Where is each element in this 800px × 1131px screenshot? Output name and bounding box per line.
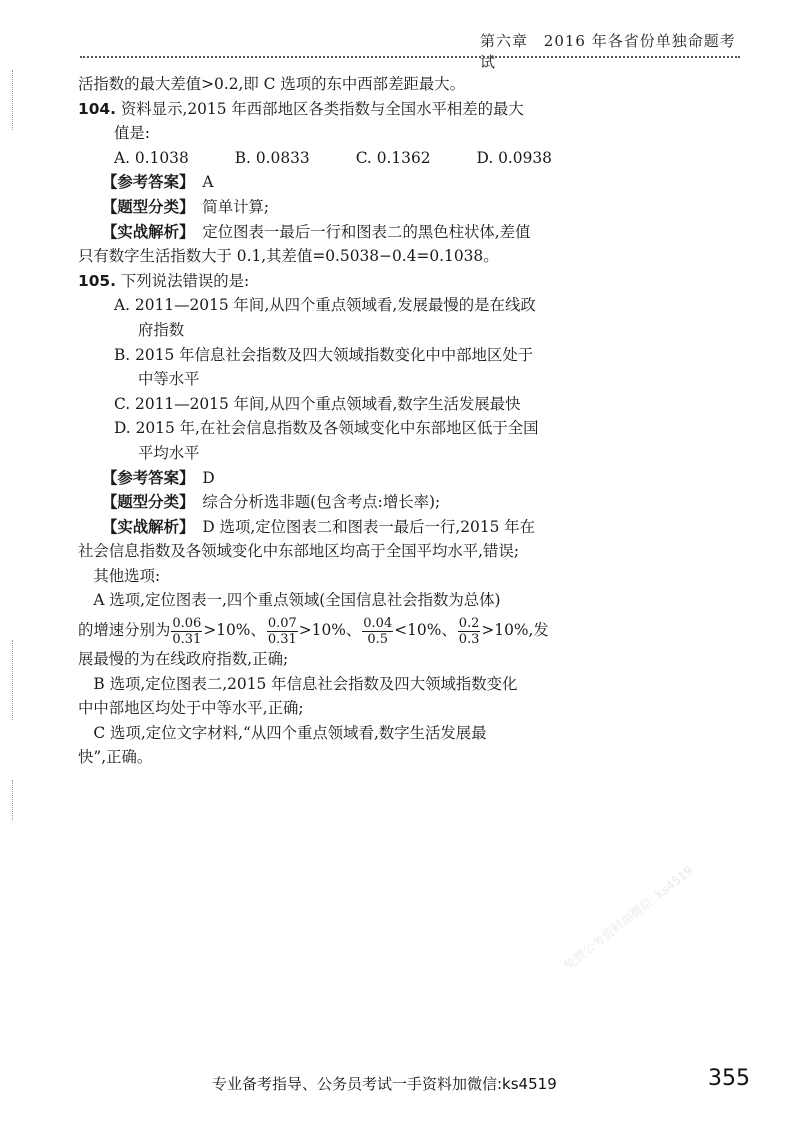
watermark: 免费公考资料加微信: ks4519 xyxy=(561,863,696,973)
option-line2: 中等水平 xyxy=(138,370,200,389)
q105-option-c xyxy=(78,392,570,417)
type-tag: 【题型分类】 xyxy=(102,197,195,216)
analysis-line1: 定位图表一最后一行和图表二的黑色柱状体,差值 xyxy=(202,222,531,241)
numerator: 0.2 xyxy=(458,615,480,631)
answer-tag: 【参考答案】 xyxy=(102,468,195,487)
numerator: 0.07 xyxy=(267,615,297,631)
margin-mark xyxy=(12,70,13,130)
header-rule xyxy=(80,56,740,58)
comparison: <10%、 xyxy=(394,621,457,640)
margin-mark xyxy=(12,640,13,720)
q105-analysis-line2: 社会信息指数及各领域变化中东部地区均高于全国平均水平,错误; xyxy=(78,542,520,561)
q105-option-a xyxy=(78,293,570,342)
option-b-conclusion: 中中部地区均处于中等水平,正确; xyxy=(78,699,304,718)
fraction xyxy=(362,616,393,647)
q104-choice-c: C. 0.1362 xyxy=(355,148,431,167)
option-c-conclusion: 快”,正确。 xyxy=(78,748,153,767)
option-a-conclusion: 展最慢的为在线政府指数,正确; xyxy=(78,650,289,669)
option-line1: 2011—2015 年间,从四个重点领域看,数字生活发展最快 xyxy=(135,394,521,413)
comparison: >10%、 xyxy=(298,621,362,640)
margin-mark xyxy=(12,780,13,820)
option-c-explain: C 选项,定位文字材料,“从四个重点领域看,数字生活发展最 xyxy=(93,723,487,742)
q104-choices xyxy=(78,146,570,171)
q104-choice-a: A. 0.1038 xyxy=(114,148,189,167)
q104-type xyxy=(78,195,570,220)
option-line2: 平均水平 xyxy=(138,443,200,462)
q105-answer xyxy=(78,466,570,491)
fraction xyxy=(458,616,481,647)
comparison: >10%,发 xyxy=(481,621,549,640)
q104-analysis xyxy=(78,220,570,245)
denominator: 0.5 xyxy=(367,631,389,647)
option-label: A. xyxy=(114,296,131,315)
fraction xyxy=(267,616,298,647)
fraction xyxy=(171,616,202,647)
option-label: C. xyxy=(114,394,131,413)
q104-choice-d: D. 0.0938 xyxy=(476,148,552,167)
option-a-explain: A 选项,定位图表一,四个重点领域(全国信息社会指数为总体) xyxy=(93,591,501,610)
option-label: B. xyxy=(114,345,131,364)
footer-text: 专业备考指导、公务员考试一手资料加微信:ks4519 xyxy=(212,1075,557,1093)
option-line1: 2015 年信息社会指数及四大领域指数变化中中部地区处于 xyxy=(135,345,534,364)
q105-analysis xyxy=(78,515,570,540)
option-label: D. xyxy=(114,419,131,438)
option-b-explain: B 选项,定位图表二,2015 年信息社会指数及四大领域指数变化 xyxy=(93,674,518,693)
type-value: 简单计算; xyxy=(202,197,270,216)
q104-stem xyxy=(78,97,570,122)
header-title: 2016 年各省份单独命题考试 xyxy=(480,32,736,71)
option-line1: 2011—2015 年间,从四个重点领域看,发展最慢的是在线政 xyxy=(134,296,536,315)
denominator: 0.31 xyxy=(267,631,297,647)
option-line1: 2015 年,在社会信息指数及各领域变化中东部地区低于全国 xyxy=(135,419,539,438)
q105-type xyxy=(78,490,570,515)
page-number: 355 xyxy=(708,1066,750,1091)
q104-stem-line1: 资料显示,2015 年西部地区各类指数与全国水平相差的最大 xyxy=(120,99,524,118)
numerator: 0.06 xyxy=(172,615,202,631)
numerator: 0.04 xyxy=(363,615,393,631)
q104-stem-line2: 值是: xyxy=(114,124,150,143)
type-tag: 【题型分类】 xyxy=(102,493,195,512)
analysis-tag: 【实战解析】 xyxy=(102,517,195,536)
option-a-fractions xyxy=(78,613,570,647)
q105-number: 105. xyxy=(78,271,116,290)
q105-option-d xyxy=(78,416,570,465)
running-header xyxy=(480,30,740,72)
q104-number: 104. xyxy=(78,99,116,118)
q105-stem-text: 下列说法错误的是: xyxy=(120,271,250,290)
q103-tail: 活指数的最大差值>0.2,即 C 选项的东中西部差距最大。 xyxy=(78,75,466,93)
q104-analysis-line2: 只有数字生活指数大于 0.1,其差值=0.5038−0.4=0.1038。 xyxy=(78,247,499,266)
q105-option-b xyxy=(78,343,570,392)
chapter-label: 第六章 xyxy=(480,32,529,50)
other-options-label: 其他选项: xyxy=(93,566,161,585)
type-value: 综合分析选非题(包含考点:增长率); xyxy=(202,493,441,512)
answer-value: D xyxy=(202,468,215,487)
analysis-line1: D 选项,定位图表二和图表一最后一行,2015 年在 xyxy=(202,517,536,536)
q104-choice-b: B. 0.0833 xyxy=(234,148,310,167)
page-content xyxy=(78,72,570,770)
denominator: 0.3 xyxy=(458,631,480,647)
q104-answer xyxy=(78,170,570,195)
analysis-tag: 【实战解析】 xyxy=(102,222,195,241)
comparison: >10%、 xyxy=(203,621,266,640)
denominator: 0.31 xyxy=(172,631,202,647)
fraction-prefix: 的增速分别为 xyxy=(78,621,171,640)
q105-stem xyxy=(78,269,570,294)
answer-tag: 【参考答案】 xyxy=(102,173,195,192)
answer-value: A xyxy=(202,173,214,192)
option-line2: 府指数 xyxy=(138,320,185,339)
